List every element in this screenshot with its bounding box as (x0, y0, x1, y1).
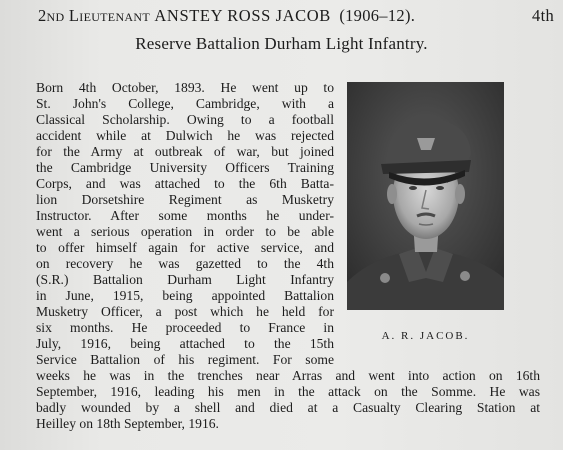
bio-line: Heilley on 18th September, 1916. (36, 416, 219, 431)
officer-portrait-image (347, 82, 504, 310)
bio-line: Musketry Officer, a post which he held for (36, 304, 334, 319)
bio-line: the Cambridge University Officers Training (36, 160, 334, 175)
bio-line: Service Battalion of his regiment. For some (36, 352, 334, 367)
bio-line: weeks he was in the trenches near Arras and went into action on 16th (36, 368, 540, 383)
unit-name: Reserve Battalion Durham Light Infantry. (135, 34, 428, 53)
bio-line: to offer himself again for active service, and (36, 240, 334, 255)
bio-line: on recovery he was gazetted to the 4th (36, 256, 334, 271)
portrait-caption: A. R. JACOB. (381, 330, 470, 342)
entry-heading (38, 6, 558, 26)
rank: 2nd Lieutenant (38, 6, 150, 25)
full-name: ANSTEY ROSS JACOB (154, 6, 331, 25)
bio-line: St. John's College, Cambridge, with a (36, 96, 334, 111)
bio-line: Instructor. After some months he under- (36, 208, 334, 223)
bio-line: July, 1916, being attached to the 15th (36, 336, 334, 351)
unit-start: 4th (532, 6, 554, 25)
bio-line: Born 4th October, 1893. He went up to (36, 80, 334, 95)
biography-continuation (36, 368, 540, 432)
school-dates: (1906–12). (339, 6, 416, 25)
bio-line: Classical Scholarship. Owing to a football (36, 112, 334, 127)
bio-line: Corps, and was attached to the 6th Batta- (36, 176, 334, 191)
bio-line: in June, 1915, being appointed Battalion (36, 288, 334, 303)
bio-line: accident while at Dulwich he was rejected (36, 128, 334, 143)
portrait-photo (347, 82, 504, 310)
bio-line: lion Dorsetshire Regiment as Musketry (36, 192, 334, 207)
biography-column (36, 80, 334, 368)
bio-line: six months. He proceeded to France in (36, 320, 334, 335)
bio-line: September, 1916, leading his men in the attack on the Somme. He was (36, 384, 540, 399)
bio-line: went a serious operation in order to be able (36, 224, 334, 239)
bio-line: badly wounded by a shell and died at a Casualty Clearing Station at (36, 400, 540, 415)
bio-line: (S.R.) Battalion Durham Light Infantry (36, 272, 334, 287)
bio-line: for the Army at outbreak of war, but joined (36, 144, 334, 159)
